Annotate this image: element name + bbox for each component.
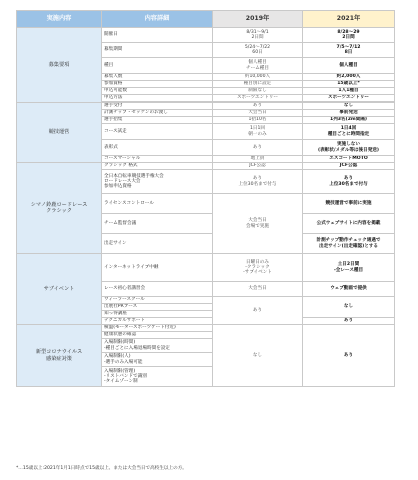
row-item	[102, 353, 213, 367]
value-2021	[303, 28, 395, 43]
cell-line: -リストバンドで識別	[104, 373, 147, 379]
value-2021: あり	[303, 318, 395, 325]
value-2019: あり	[213, 297, 303, 325]
cell-line: -種目ごとに入場退場時間を設定	[104, 345, 170, 351]
table-row	[17, 163, 395, 170]
value-2021: JCF公認	[303, 163, 395, 170]
value-2021: 個人種目	[303, 58, 395, 74]
cell-line: ロードレース大会	[104, 178, 141, 184]
value-2019: 制限なし	[213, 88, 303, 95]
header-details: 内容詳細	[102, 11, 213, 28]
category-sub-events: サブイベント	[17, 254, 102, 325]
value-2019	[213, 194, 303, 254]
row-item: クラシック 格式	[102, 163, 213, 170]
value-2021	[303, 124, 395, 140]
cell-line: 入場制限(管理)	[104, 368, 136, 374]
row-item: 選手受付	[102, 103, 213, 110]
value-2021: なし	[303, 297, 395, 318]
table-row	[17, 325, 395, 332]
category-classic	[17, 163, 102, 254]
value-2021: 競技運営で事前に実施	[303, 194, 395, 214]
value-2021: スポーツエントリー	[303, 95, 395, 102]
row-item: 開催日	[102, 28, 213, 43]
cell-line: 入場制限(時間)	[104, 340, 136, 346]
value-2019	[213, 254, 303, 282]
cell-line: -サブイベント	[243, 270, 272, 276]
value-2021: あり	[303, 325, 395, 387]
row-item	[102, 170, 213, 194]
header-implementation: 実施内容	[17, 11, 102, 28]
row-item: 健康状態の確認	[102, 332, 213, 339]
cell-line: 全日本自転車競技選手権大会	[104, 173, 164, 179]
value-2021: 約2,000人	[303, 74, 395, 81]
cell-line: 大会当日	[248, 218, 267, 224]
cell-line: 計測チップ動作チェック通過で	[316, 238, 381, 244]
footnote: *…15歳以上:2021年1月1日時点で15歳以上、または大会当日で高校生以上の方。	[16, 466, 187, 471]
row-item: 募集期間	[102, 43, 213, 58]
row-item: コース試走	[102, 124, 213, 140]
category-covid-measures	[17, 325, 102, 387]
header-2019: 2019年	[213, 11, 303, 28]
cell-line: (表彰状/メダル等は後日発送)	[317, 147, 379, 153]
value-2019: なし	[213, 325, 303, 387]
cell-line: 参加申込資格	[104, 184, 132, 190]
cell-line: シマノ鈴鹿ロードレース	[30, 201, 88, 208]
category-competition: 競技運営	[17, 103, 102, 163]
cell-line: 上位30名まで付与	[329, 181, 368, 187]
cell-line: -クラシック	[245, 264, 270, 270]
value-2019: 約10,000人	[213, 74, 303, 81]
row-item: 申込方法	[102, 95, 213, 102]
value-2021: 15歳以上*	[303, 81, 395, 88]
row-item: 申込可能数	[102, 88, 213, 95]
row-item: インターネットライブ中継	[102, 254, 213, 282]
cell-line: 8/28～29	[337, 29, 360, 35]
row-item: 出展社PRブース	[102, 304, 213, 311]
value-2019: あり	[213, 140, 303, 156]
header-2021: 2021年	[303, 11, 395, 28]
cell-line: 感染症対策	[46, 355, 72, 362]
row-item: 参加資格	[102, 81, 213, 88]
table-row	[17, 28, 395, 43]
row-item: レース初心者講習会	[102, 282, 213, 297]
cell-line: 入場制限(人)	[104, 354, 131, 360]
row-item: 表彰式	[102, 140, 213, 156]
value-2021	[303, 140, 395, 156]
value-2021: 1列3名(2m間隔)	[303, 117, 395, 124]
cell-line: 上位30名まで付与	[238, 181, 277, 187]
cell-line: あり	[343, 176, 354, 182]
value-2021: 公式ウェブサイトに内容を掲載	[303, 214, 395, 234]
table-row	[17, 103, 395, 110]
value-2019	[213, 43, 303, 58]
cell-line: 出走サイン(出走確認)とする	[318, 243, 378, 249]
row-item: ライセンスコントロール	[102, 194, 213, 214]
value-2021	[303, 170, 395, 194]
row-item: 募集人数	[102, 74, 213, 81]
cell-line: 2日間	[342, 35, 355, 40]
row-item: 知っ得講座	[102, 311, 213, 318]
row-item: ウィーラースクール	[102, 297, 213, 304]
row-item: 検温(モータースポーツゲート付近)	[102, 325, 213, 332]
cell-line: 1日1回	[249, 126, 266, 132]
row-item: 選手招集	[102, 117, 213, 124]
row-item: コースマーシャル	[102, 156, 213, 163]
cell-line: 8日	[344, 50, 353, 55]
value-2021: ウェブ動画で提供	[303, 282, 395, 297]
cell-line: 8/31～9/1	[246, 29, 269, 35]
value-2019: あり	[213, 103, 303, 110]
cell-line: 土日2日間	[337, 262, 360, 268]
cell-line: 個人種目	[248, 60, 267, 66]
cell-line: 新型コロナウイルス	[35, 349, 83, 356]
value-2019: JCF公認	[213, 163, 303, 170]
cell-line: 1日4回	[340, 126, 357, 132]
value-2019	[213, 170, 303, 194]
cell-line: 会場で実施	[246, 223, 269, 229]
cell-line: -タイムゾーン制	[104, 379, 138, 385]
value-2021	[303, 254, 395, 282]
value-2019	[213, 58, 303, 74]
row-item	[102, 339, 213, 353]
value-2019: 地上員	[213, 156, 303, 163]
value-2019: 大会当日	[213, 282, 303, 297]
table-row	[17, 254, 395, 282]
value-2019: 大会当日	[213, 110, 303, 117]
cell-line: -選手のみ入場可能	[104, 359, 143, 365]
header-row	[17, 11, 395, 28]
value-2019	[213, 28, 303, 43]
cell-line: 朝一のみ	[248, 131, 267, 137]
row-item: 出走サイン	[102, 234, 213, 254]
value-2021: エスコートMOTO	[303, 156, 395, 163]
cell-line: 日曜日のみ	[246, 259, 269, 265]
cell-line: 7/5～7/12	[336, 44, 361, 50]
value-2019: 1招10名	[213, 117, 303, 124]
cell-line: 2日間	[251, 35, 264, 40]
row-item	[102, 367, 213, 387]
row-item: 計測チップ・ゼッケンのお渡し	[102, 110, 213, 117]
row-item: テクニカルサポート	[102, 318, 213, 325]
comparison-table	[16, 10, 395, 387]
comparison-table-container	[16, 10, 394, 387]
cell-line: 実施しない	[337, 142, 360, 148]
cell-line: 5/24～7/22	[244, 44, 271, 50]
value-2021	[303, 43, 395, 58]
row-item: 種目	[102, 58, 213, 74]
cell-line: あり	[252, 176, 263, 182]
cell-line: 種目ごとに時間指定	[327, 131, 370, 137]
value-2021: なし	[303, 103, 395, 110]
cell-line: クラシック	[46, 208, 72, 214]
row-item: チーム監督会議	[102, 214, 213, 234]
cell-line: -全レース種目	[333, 267, 364, 273]
value-2021	[303, 234, 395, 254]
cell-line: チーム種目	[246, 65, 269, 71]
cell-line: 60日	[252, 50, 263, 55]
value-2019: 種目別に設定	[213, 81, 303, 88]
value-2021: 事前発送	[303, 110, 395, 117]
value-2021: 1人1種目	[303, 88, 395, 95]
value-2019: スポーツエントリー	[213, 95, 303, 102]
value-2019	[213, 124, 303, 140]
category-recruitment: 募集要項	[17, 28, 102, 103]
